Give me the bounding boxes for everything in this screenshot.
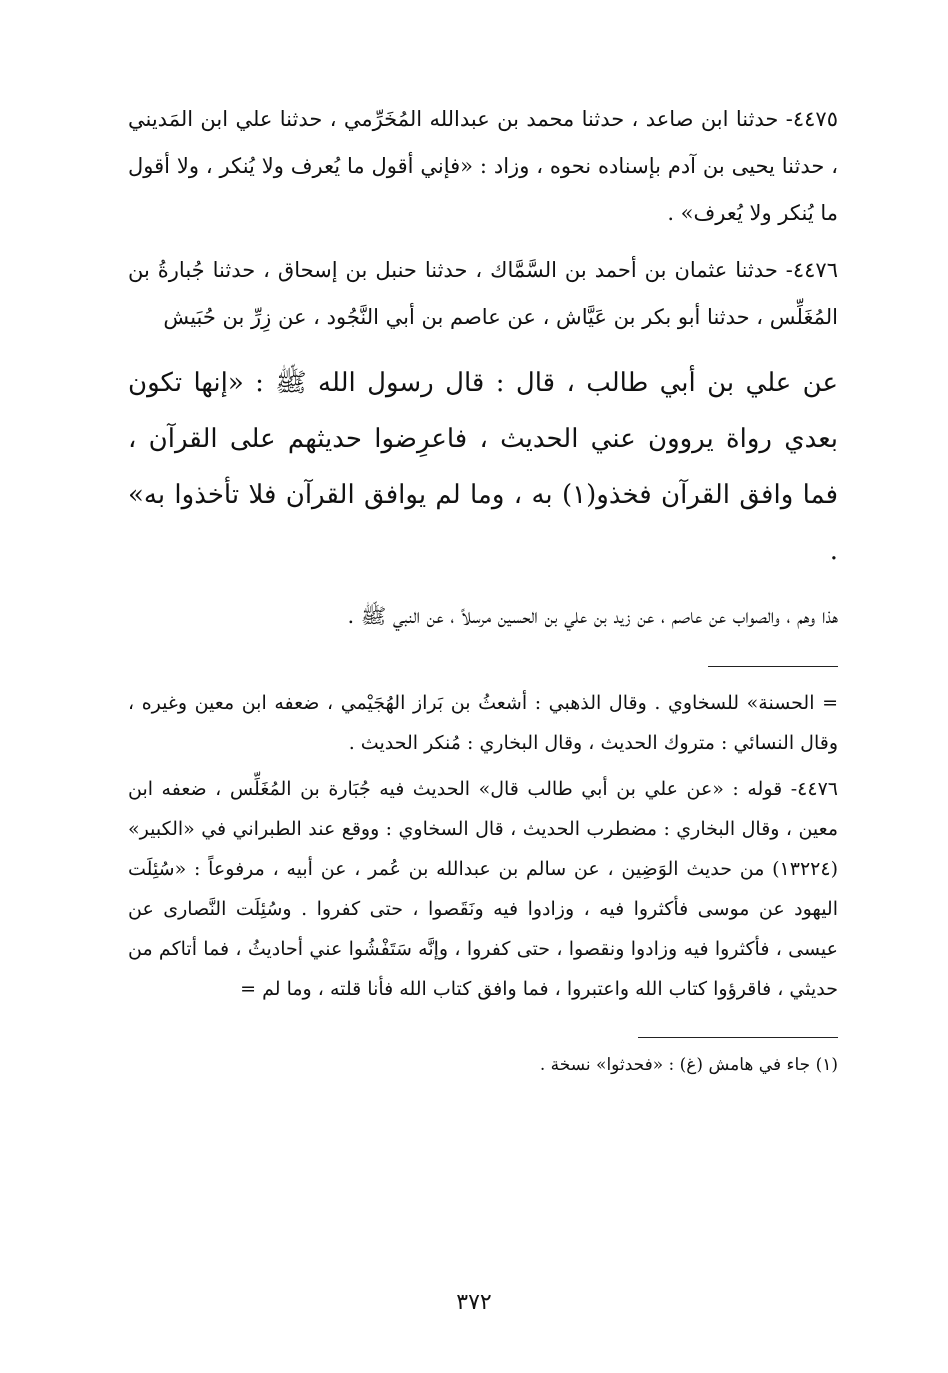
note-4476-paragraph: ٤٤٧٦- قوله : «عن علي بن أبي طالب قال» الحديث فيه جُبَارة بن المُغَلِّس ، ضعفه ابن معين ، وقال البخاري : مضطرب الحديث ، قال السخاوي : ووقع عند الطبراني في «الكبير» (١٣٢٢٤) من حديث الوَضِين ، عن سالم بن عبدالله بن عُمر ، عن أبيه ، مرفوعاً : «سُئِلَت اليهود عن موسى فأكثروا فيه ، وزادوا فيه ونَقَصوا ، حتى كفروا . وسُئِلَت النَّصارى عن عيسى ، فأكثروا فيه وزادوا ونقصوا ، حتى كفروا ، وإنَّه سَتَفْشُوا عني أحاديثُ ، فما أتاكم من حديثي ، فاقرؤوا كتاب الله واعتبروا ، فما وافق كتاب الله فأنا قلته ، وما لم = (128, 778, 838, 1000)
hadith-4476-isnad-paragraph: ٤٤٧٦- حدثنا عثمان بن أحمد بن السَّمَّاك ، حدثنا حنبل بن إسحاق ، حدثنا جُبارةُ بن المُغَلِّس ، حدثنا أبو بكر بن عَيَّاش ، عن عاصم بن أبي النَّجُود ، عن زِرِّ بن حُبَيش (128, 258, 838, 329)
commentary-paragraph: هذا وهم ، والصواب عن عاصم ، عن زيد بن علي بن الحسين مرسلاً ، عن النبي ﷺ . (347, 604, 838, 628)
hadith-text-paragraph: عن علي بن أبي طالب ، قال : قال رسول الله ﷺ : «إنها تكون بعدي رواة يروون عني الحديث ، فاعرِضوا حديثهم على القرآن ، فما وافق القرآن فخذو(١) به ، وما لم يوافق القرآن فلا تأخذوا به» . (128, 368, 839, 566)
notes-divider (708, 666, 838, 667)
note-continuation-paragraph: = الحسنة» للسخاوي . وقال الذهبي : أشعثُ بن بَراز الهُجَيْمي ، ضعفه ابن معين وغيره ، وقال النسائي : متروك الحديث ، وقال البخاري : مُنكر الحديث . (128, 692, 838, 754)
main-text (128, 96, 838, 640)
footnote-1: (١) جاء في هامش (غ) : «فحدثوا» نسخة . (539, 1055, 838, 1075)
footnote-section (128, 1048, 838, 1082)
footnote-divider (638, 1037, 838, 1038)
annotation-notes (128, 683, 838, 1009)
page-number: ٣٧٢ (456, 1290, 492, 1315)
book-page (128, 96, 838, 1082)
hadith-4475-paragraph: ٤٤٧٥- حدثنا ابن صاعد ، حدثنا محمد بن عبدالله المُخَرِّمي ، حدثنا علي ابن المَديني ، حدثنا يحيى بن آدم بإسناده نحوه ، وزاد : «فإني أقول ما يُعرف ولا يُنكر ، ولا أقول ما يُنكر ولا يُعرف» . (128, 107, 838, 225)
